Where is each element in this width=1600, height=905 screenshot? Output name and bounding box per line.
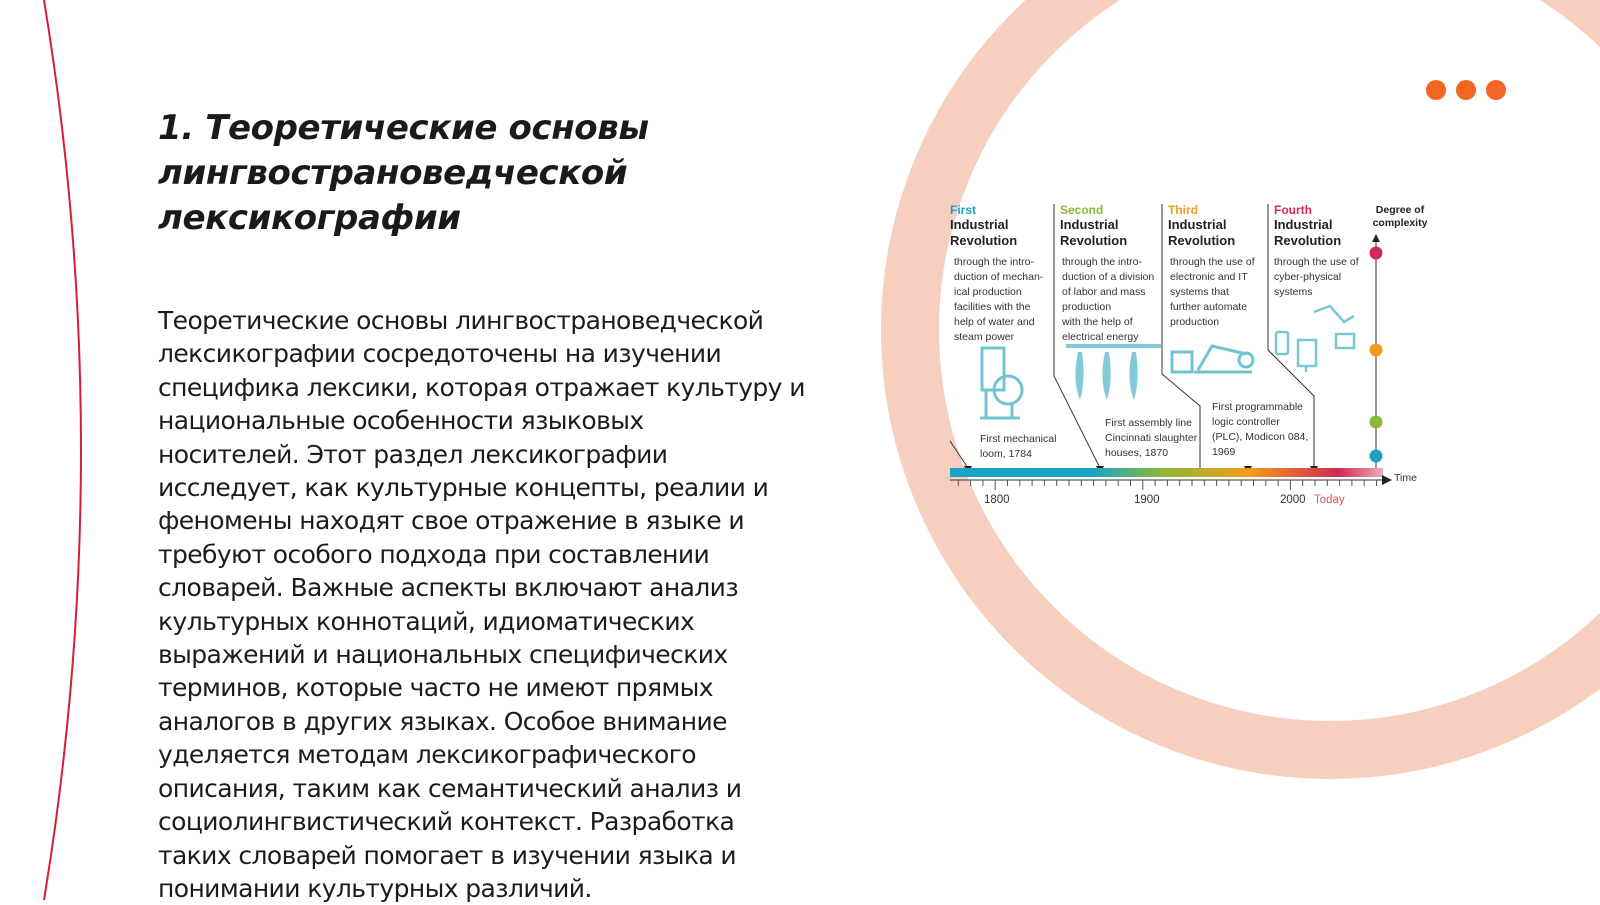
body-line: Теоретические основы лингвострановедческой	[158, 306, 764, 335]
title-line: лексикографии	[158, 198, 461, 238]
time-axis-label: Time	[1394, 472, 1417, 484]
dot-2	[1456, 80, 1476, 100]
body-line: таких словарей помогает в изучении языка и	[158, 840, 737, 870]
milestone-line: logic controller	[1212, 416, 1280, 428]
revolution-second	[1060, 204, 1170, 345]
body-line: терминов, которые часто не имеют прямых	[158, 673, 713, 703]
milestone-line: Cincinnati slaughter	[1105, 432, 1198, 444]
revolution-ordinal: First	[950, 203, 977, 217]
desc-line: duction of mechan-	[954, 271, 1044, 283]
revolution-name: Revolution	[1168, 233, 1236, 248]
body-line: словарей. Важные аспекты включают анализ	[158, 573, 739, 603]
body-line: исследует, как культурные концепты, реалии и	[158, 473, 769, 503]
cyber-physical-icon	[1276, 306, 1354, 372]
complexity-label-line: Degree of	[1375, 204, 1425, 216]
time-arrow-icon	[1382, 475, 1392, 485]
title-line: лингвострановедческой	[158, 153, 628, 193]
dot-3	[1486, 80, 1506, 100]
desc-line: duction of a division	[1062, 271, 1155, 283]
revolution-description	[1060, 255, 1170, 345]
desc-line: of labor and mass	[1062, 286, 1146, 298]
complexity-label	[1365, 204, 1435, 230]
revolution-description	[1274, 255, 1374, 300]
complexity-dot-third	[1370, 344, 1383, 357]
title-line: 1. Теоретические основы	[158, 108, 649, 148]
body-line: уделяется методам лексикографического	[158, 740, 696, 770]
body-line: понимании культурных различий.	[158, 873, 592, 903]
desc-line: further automate	[1170, 301, 1248, 313]
desc-line: ical production	[954, 286, 1022, 298]
revolution-name: Industrial	[950, 217, 1009, 232]
milestone-line: First programmable	[1212, 401, 1304, 413]
body-line: описания, таким как семантический анализ и	[158, 773, 742, 803]
revolution-first	[950, 204, 1058, 345]
revolution-fourth	[1274, 204, 1374, 300]
desc-line: with the help of	[1062, 316, 1133, 328]
milestone-line: First mechanical	[980, 433, 1057, 445]
revolution-description	[1168, 255, 1274, 330]
body-line: аналогов в других языках. Особое внимание	[158, 706, 727, 736]
desc-line: production	[1062, 301, 1112, 313]
revolution-description	[950, 255, 1058, 345]
desc-line: steam power	[954, 331, 1015, 343]
desc-line: facilities with the	[954, 301, 1031, 313]
desc-line: through the use of	[1170, 256, 1255, 268]
desc-line: through the use of	[1274, 256, 1359, 268]
assembly-line-icon	[1066, 344, 1162, 400]
body-line: национальные особенности языковых	[158, 406, 644, 436]
left-border-curve	[44, 0, 81, 900]
desc-line: cyber-physical	[1274, 271, 1342, 283]
milestone-line: 1969	[1212, 446, 1236, 458]
revolution-name: Industrial	[1274, 217, 1333, 232]
industrial-revolution-infographic	[950, 200, 1470, 520]
complexity-dot-second	[1370, 416, 1383, 429]
milestone-assembly-line	[1105, 416, 1197, 461]
body-line: лексикографии сосредоточены на изучении	[158, 339, 722, 369]
body-paragraph	[158, 304, 848, 905]
tick-label-1900: 1900	[1134, 494, 1160, 506]
revolution-ordinal: Second	[1060, 203, 1104, 217]
milestone-line: (PLC), Modicon 084,	[1212, 431, 1309, 443]
milestone-line: houses, 1870	[1105, 447, 1169, 459]
body-line: социолингвистический контекст. Разработка	[158, 807, 735, 837]
desc-line: through the intro-	[1062, 256, 1142, 268]
body-line: выражений и национальных специфических	[158, 640, 728, 670]
body-line: феномены находят свое отражение в языке и	[158, 506, 745, 536]
loom-icon	[980, 348, 1022, 418]
milestone-line: First assembly line	[1105, 417, 1192, 429]
desc-line: systems	[1274, 286, 1313, 298]
revolution-name: Revolution	[1060, 233, 1128, 248]
decorative-dots	[1426, 80, 1506, 100]
milestone-loom	[980, 432, 1056, 462]
tick-label-2000: 2000	[1280, 494, 1306, 506]
complexity-dot-first	[1370, 450, 1383, 463]
body-line: специфика лексики, которая отражает культуру и	[158, 372, 805, 402]
timeline-ticks	[950, 480, 1377, 490]
dot-1	[1426, 80, 1446, 100]
slide-title	[158, 106, 798, 241]
desc-line: electronic and IT	[1170, 271, 1248, 283]
desc-line: production	[1170, 316, 1220, 328]
tick-label-today: Today	[1314, 494, 1345, 506]
body-line: носителей. Этот раздел лексикографии	[158, 439, 668, 469]
milestone-plc	[1212, 400, 1308, 460]
timeline-bar	[950, 468, 1383, 477]
desc-line: through the intro-	[954, 256, 1034, 268]
robot-arm-icon	[1172, 346, 1253, 372]
desc-line: help of water and	[954, 316, 1035, 328]
revolution-third	[1168, 204, 1274, 330]
revolution-ordinal: Fourth	[1274, 203, 1312, 217]
revolution-name: Industrial	[1060, 217, 1119, 232]
revolution-ordinal: Third	[1168, 203, 1198, 217]
revolution-name: Revolution	[1274, 233, 1342, 248]
body-line: культурных коннотаций, идиоматических	[158, 606, 695, 636]
tick-label-1800: 1800	[984, 494, 1010, 506]
complexity-label-line: complexity	[1372, 217, 1428, 229]
body-line: требуют особого подхода при составлении	[158, 539, 710, 569]
revolution-name: Revolution	[950, 233, 1018, 248]
desc-line: electrical energy	[1062, 331, 1139, 343]
revolution-name: Industrial	[1168, 217, 1227, 232]
milestone-line: loom, 1784	[980, 448, 1032, 460]
desc-line: systems that	[1170, 286, 1229, 298]
